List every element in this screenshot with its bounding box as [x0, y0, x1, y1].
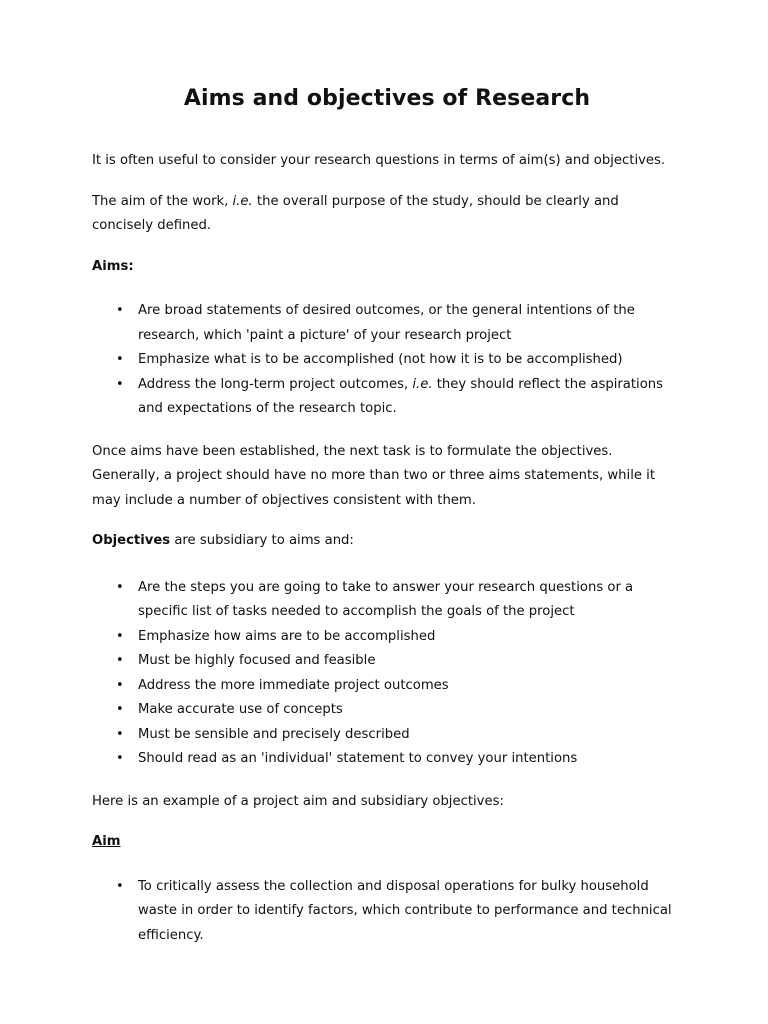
aim-definition-paragraph — [92, 190, 682, 239]
document-title: Aims and objectives of Research — [183, 86, 591, 111]
objectives-list-item — [92, 649, 682, 674]
aims-list — [92, 299, 682, 422]
aim-example-list-item-text: To critically assess the collection and disposal operations for bulky household waste in order to identify factors, which contribute to performance and technical efficiency. — [138, 878, 672, 943]
aims-list-item — [92, 373, 682, 422]
bullet-icon: • — [116, 702, 124, 717]
objectives-list-item-text: Should read as an 'individual' statement to convey your intentions — [138, 751, 578, 766]
objectives-bold-label: Objectives — [92, 533, 171, 548]
objectives-intro-rest: are subsidiary to aims and: — [170, 533, 354, 548]
aim-definition-text-2: the overall purpose of the study, should be clearly and concisely defined. — [92, 193, 619, 233]
intro-paragraph: It is often useful to consider your research questions in terms of aim(s) and objectives. — [92, 153, 666, 168]
bullet-icon: • — [116, 653, 124, 668]
objectives-list-item-text: Make accurate use of concepts — [138, 702, 343, 717]
bullet-icon: • — [116, 303, 124, 318]
bullet-icon: • — [116, 628, 124, 644]
once-aims-paragraph: Once aims have been established, the next task is to formulate the objectives. Generally, a project should have no more than two or three aims statements, while it may include a number of objectives consistent with them. — [92, 443, 656, 508]
bullet-icon: • — [116, 376, 124, 392]
aims-list-item — [92, 299, 682, 348]
aim-example-list — [92, 875, 682, 949]
document-page — [92, 86, 682, 966]
objectives-list-item-text: Are the steps you are going to take to answer your research questions or a specific list of tasks needed to accomplish the goals of the project — [138, 579, 634, 619]
bullet-icon: • — [116, 878, 124, 894]
aims-list-item-text: Emphasize what is to be accomplished (not how it is to be accomplished) — [138, 352, 623, 367]
aims-list-item-text: Are broad statements of desired outcomes, or the general intentions of the research, which 'paint a picture' of your research project — [138, 303, 635, 343]
aim-definition-text-1: The aim of the work, — [92, 193, 233, 209]
objectives-list-item-text: Emphasize how aims are to be accomplished — [138, 628, 436, 644]
example-intro-paragraph: Here is an example of a project aim and subsidiary objectives: — [92, 793, 504, 809]
objectives-list-item-text: Must be sensible and precisely described — [138, 726, 410, 742]
objectives-list-item — [92, 576, 682, 625]
aim-example-list-item — [92, 875, 682, 949]
objectives-list-item — [92, 723, 682, 748]
aim-example-heading: Aim — [92, 834, 121, 849]
bullet-icon: • — [116, 677, 124, 693]
aims-item3-text-2: they should reflect the aspirations and expectations of the research topic. — [138, 376, 663, 416]
objectives-list — [92, 576, 682, 772]
objectives-list-item — [92, 698, 682, 723]
objectives-intro-paragraph — [92, 529, 682, 554]
bullet-icon: • — [116, 726, 124, 742]
aim-definition-ie: i.e. — [232, 193, 253, 209]
bullet-icon: • — [116, 751, 124, 766]
bullet-icon: • — [116, 579, 124, 595]
aims-item3-text-1: Address the long-term project outcomes, — [138, 376, 413, 392]
objectives-list-item — [92, 625, 682, 650]
objectives-list-item — [92, 674, 682, 699]
objectives-list-item-text: Address the more immediate project outcomes — [138, 677, 449, 693]
aims-heading: Aims: — [92, 258, 134, 274]
aims-item3-ie: i.e. — [412, 376, 433, 392]
bullet-icon: • — [116, 352, 124, 367]
objectives-list-item-text: Must be highly focused and feasible — [138, 653, 376, 668]
aims-list-item — [92, 348, 682, 373]
objectives-list-item — [92, 747, 682, 772]
